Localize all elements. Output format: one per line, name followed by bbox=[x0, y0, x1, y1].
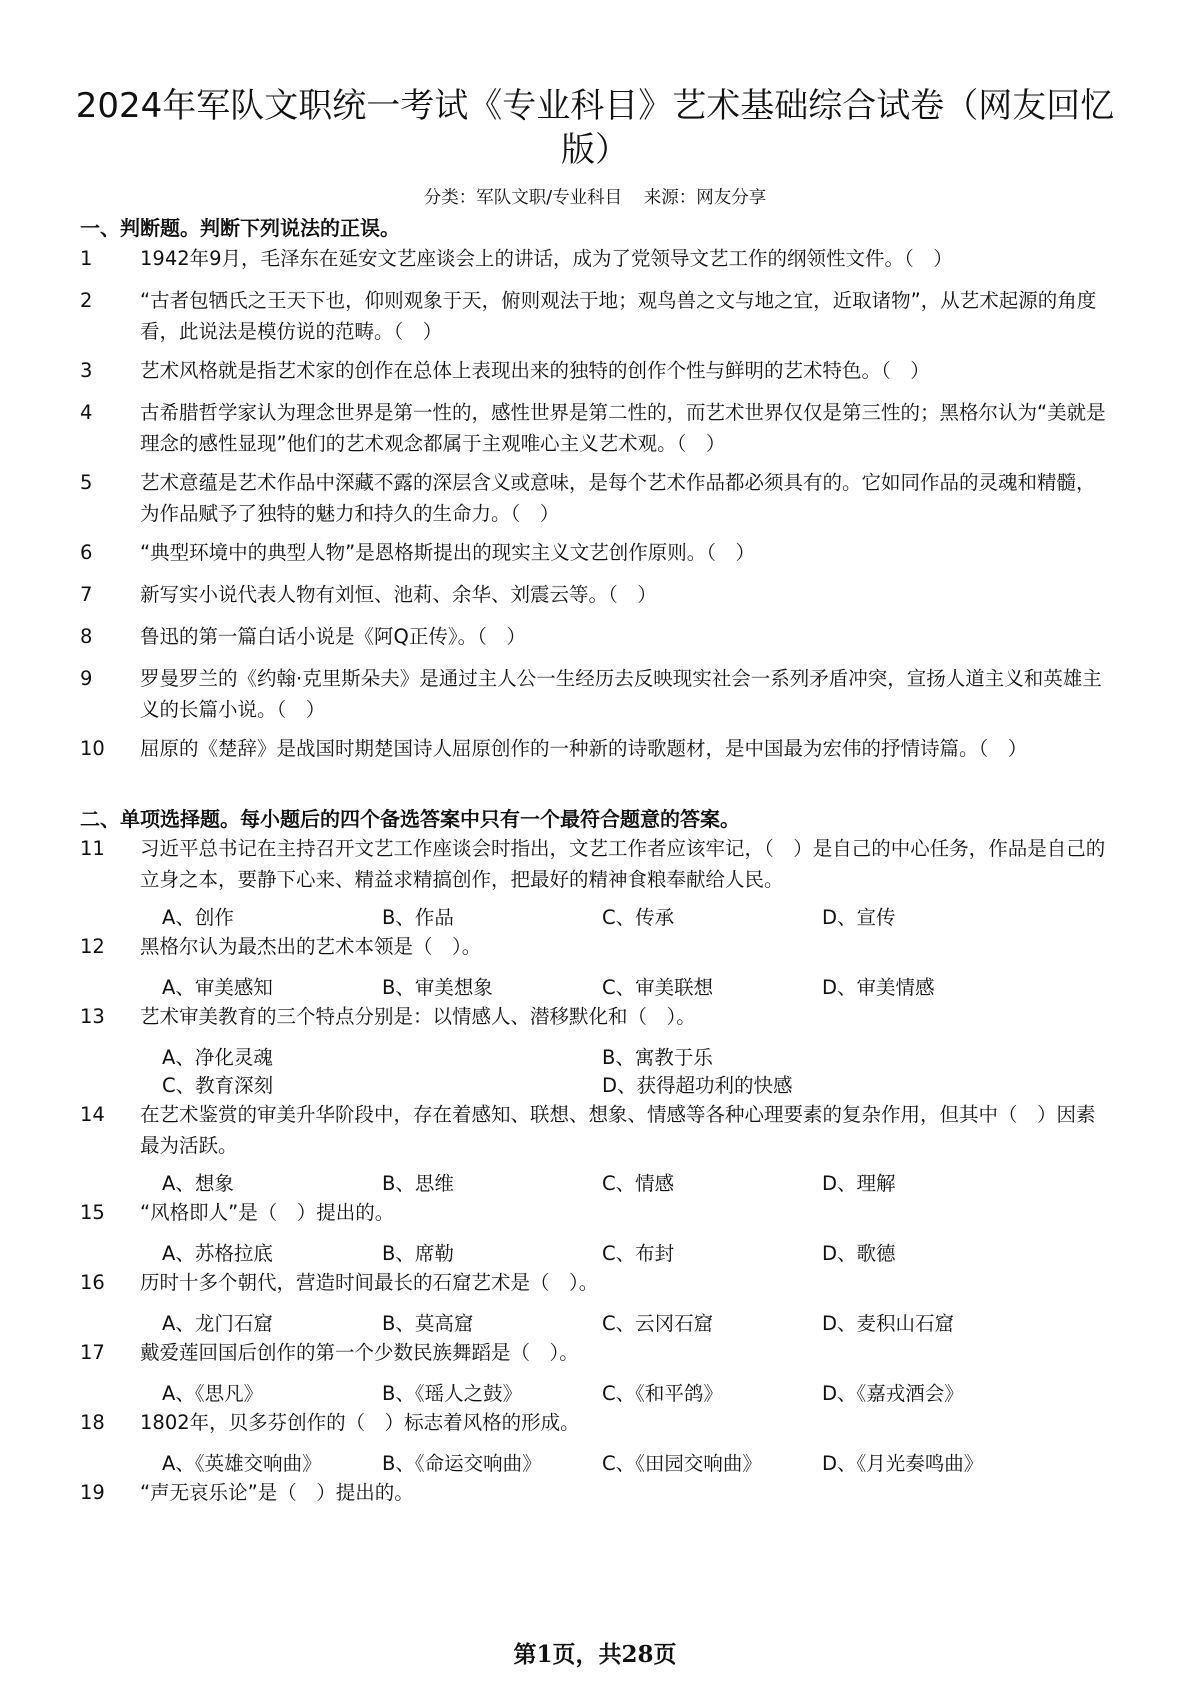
category-label: 分类：军队文职/专业科目 bbox=[423, 188, 623, 208]
option-d: D、审美情感 bbox=[822, 976, 935, 999]
question-text: 鲁迅的第一篇白话小说是《阿Q正传》。（ ） bbox=[140, 625, 526, 648]
option-a: A、苏格拉底 bbox=[162, 1242, 273, 1265]
option-c: C、布封 bbox=[602, 1242, 675, 1265]
question-number: 3 bbox=[80, 359, 93, 382]
question-number: 9 bbox=[80, 667, 93, 690]
option-a: A、龙门石窟 bbox=[162, 1312, 273, 1335]
option-d: D、理解 bbox=[822, 1172, 896, 1195]
option-b: B、席勒 bbox=[382, 1242, 454, 1265]
question-text: 艺术审美教育的三个特点分别是：以情感人、潜移默化和（ ）。 bbox=[140, 1005, 696, 1028]
question-text: 1942年9月，毛泽东在延安文艺座谈会上的讲话，成为了党领导文艺工作的纲领性文件。（ ） bbox=[140, 247, 953, 270]
question-item bbox=[80, 733, 1110, 764]
question-number: 15 bbox=[80, 1201, 105, 1224]
question-text: “典型环境中的典型人物”是恩格斯提出的现实主义文艺创作原则。（ ） bbox=[140, 541, 755, 564]
option-a: A、《英雄交响曲》 bbox=[162, 1452, 322, 1475]
question-item bbox=[80, 621, 1110, 652]
question-text: “风格即人”是（ ）提出的。 bbox=[140, 1201, 395, 1224]
question-text: 新写实小说代表人物有刘恒、池莉、余华、刘震云等。（ ） bbox=[140, 583, 657, 606]
option-c: C、云冈石窟 bbox=[602, 1312, 714, 1335]
option-a: A、想象 bbox=[162, 1172, 234, 1195]
question-item bbox=[80, 397, 1110, 459]
option-d: D、宣传 bbox=[822, 906, 896, 929]
question-text: 黑格尔认为最杰出的艺术本领是（ ）。 bbox=[140, 935, 482, 958]
option-b: B、思维 bbox=[382, 1172, 454, 1195]
question-text: 历时十多个朝代，营造时间最长的石窟艺术是（ ）。 bbox=[140, 1271, 599, 1294]
question-item bbox=[80, 243, 1110, 274]
option-b: B、审美想象 bbox=[382, 976, 493, 999]
question-number: 10 bbox=[80, 737, 105, 760]
question-text: 艺术风格就是指艺术家的创作在总体上表现出来的独特的创作个性与鲜明的艺术特色。（ ） bbox=[140, 359, 930, 382]
question-number: 6 bbox=[80, 541, 93, 564]
question-text: 1802年，贝多芬创作的（ ）标志着风格的形成。 bbox=[140, 1411, 580, 1434]
option-c: C、传承 bbox=[602, 906, 675, 929]
section-heading-choice: 二、单项选择题。每小题后的四个备选答案中只有一个最符合题意的答案。 bbox=[80, 807, 740, 831]
question-text: “古者包牺氏之王天下也，仰则观象于天，俯则观法于地；观鸟兽之文与地之宜，近取诸物”，从艺术起源的角度看，此说法是模仿说的范畴。（ ） bbox=[140, 289, 1097, 343]
question-item bbox=[80, 537, 1110, 568]
question-item bbox=[80, 1267, 1110, 1298]
question-number: 4 bbox=[80, 401, 93, 424]
option-d: D、麦积山石窟 bbox=[822, 1312, 955, 1335]
question-item bbox=[80, 467, 1110, 529]
question-item bbox=[80, 1477, 1110, 1508]
source-label: 来源：网友分享 bbox=[643, 188, 767, 208]
document-title: 2024年军队文职统一考试《专业科目》艺术基础综合试卷（网友回忆版） bbox=[75, 86, 1115, 170]
question-number: 16 bbox=[80, 1271, 105, 1294]
question-number: 1 bbox=[80, 247, 93, 270]
option-c: C、《和平鸽》 bbox=[602, 1382, 723, 1405]
option-d: D、《嘉戎酒会》 bbox=[822, 1382, 964, 1405]
question-number: 5 bbox=[80, 471, 93, 494]
question-item bbox=[80, 663, 1110, 725]
option-c: C、教育深刻 bbox=[162, 1074, 274, 1097]
option-a: A、审美感知 bbox=[162, 976, 273, 999]
section-heading-judgment: 一、判断题。判断下列说法的正误。 bbox=[80, 216, 400, 240]
question-number: 7 bbox=[80, 583, 93, 606]
question-text: 罗曼罗兰的《约翰·克里斯朵夫》是通过主人公一生经历去反映现实社会一系列矛盾冲突，宣扬人道主义和英雄主义的长篇小说。（ ） bbox=[140, 667, 1102, 721]
question-item bbox=[80, 1001, 1110, 1032]
option-b: B、莫高窟 bbox=[382, 1312, 474, 1335]
question-item bbox=[80, 1099, 1110, 1161]
question-text: 艺术意蕴是艺术作品中深藏不露的深层含义或意味，是每个艺术作品都必须具有的。它如同作品的灵魂和精髓，为作品赋予了独特的魅力和持久的生命力。（ ） bbox=[140, 471, 1096, 525]
question-item bbox=[80, 1337, 1110, 1368]
option-a: A、《思凡》 bbox=[162, 1382, 264, 1405]
question-number: 11 bbox=[80, 837, 105, 860]
question-number: 18 bbox=[80, 1411, 105, 1434]
question-number: 14 bbox=[80, 1103, 105, 1126]
question-text: 古希腊哲学家认为理念世界是第一性的，感性世界是第二性的，而艺术世界仅仅是第三性的；黑格尔认为“美就是理念的感性显现”他们的艺术观念都属于主观唯心主义艺术观。（ ） bbox=[140, 401, 1106, 455]
option-c: C、审美联想 bbox=[602, 976, 714, 999]
option-b: B、作品 bbox=[382, 906, 454, 929]
option-b: B、《命运交响曲》 bbox=[382, 1452, 542, 1475]
question-text: “声无哀乐论”是（ ）提出的。 bbox=[140, 1481, 414, 1504]
question-item bbox=[80, 1197, 1110, 1228]
question-number: 19 bbox=[80, 1481, 105, 1504]
question-text: 习近平总书记在主持召开文艺工作座谈会时指出，文艺工作者应该牢记，（ ）是自己的中心任务，作品是自己的立身之本，要静下心来、精益求精搞创作，把最好的精神食粮奉献给人民。 bbox=[140, 837, 1106, 891]
option-d: D、《月光奏鸣曲》 bbox=[822, 1452, 984, 1475]
option-c: C、情感 bbox=[602, 1172, 675, 1195]
question-number: 12 bbox=[80, 935, 105, 958]
option-a: A、创作 bbox=[162, 906, 234, 929]
page-footer: 第1页，共28页 bbox=[513, 1641, 677, 1668]
question-item bbox=[80, 285, 1110, 347]
option-b: B、《瑶人之鼓》 bbox=[382, 1382, 523, 1405]
question-text: 在艺术鉴赏的审美升华阶段中，存在着感知、联想、想象、情感等各种心理要素的复杂作用，但其中（ ）因素最为活跃。 bbox=[140, 1103, 1096, 1157]
question-item bbox=[80, 355, 1110, 386]
question-item bbox=[80, 579, 1110, 610]
question-number: 2 bbox=[80, 289, 93, 312]
option-a: A、净化灵魂 bbox=[162, 1046, 273, 1069]
option-b: B、寓教于乐 bbox=[602, 1046, 713, 1069]
question-number: 17 bbox=[80, 1341, 105, 1364]
question-item bbox=[80, 833, 1110, 895]
option-d: D、获得超功利的快感 bbox=[602, 1074, 793, 1097]
question-number: 8 bbox=[80, 625, 93, 648]
question-text: 屈原的《楚辞》是战国时期楚国诗人屈原创作的一种新的诗歌题材，是中国最为宏伟的抒情诗篇。（ ） bbox=[140, 737, 1028, 760]
document-meta bbox=[0, 186, 1190, 210]
option-c: C、《田园交响曲》 bbox=[602, 1452, 762, 1475]
question-item bbox=[80, 1407, 1110, 1438]
option-d: D、歌德 bbox=[822, 1242, 896, 1265]
question-number: 13 bbox=[80, 1005, 105, 1028]
question-text: 戴爱莲回国后创作的第一个少数民族舞蹈是（ ）。 bbox=[140, 1341, 579, 1364]
question-item bbox=[80, 931, 1110, 962]
